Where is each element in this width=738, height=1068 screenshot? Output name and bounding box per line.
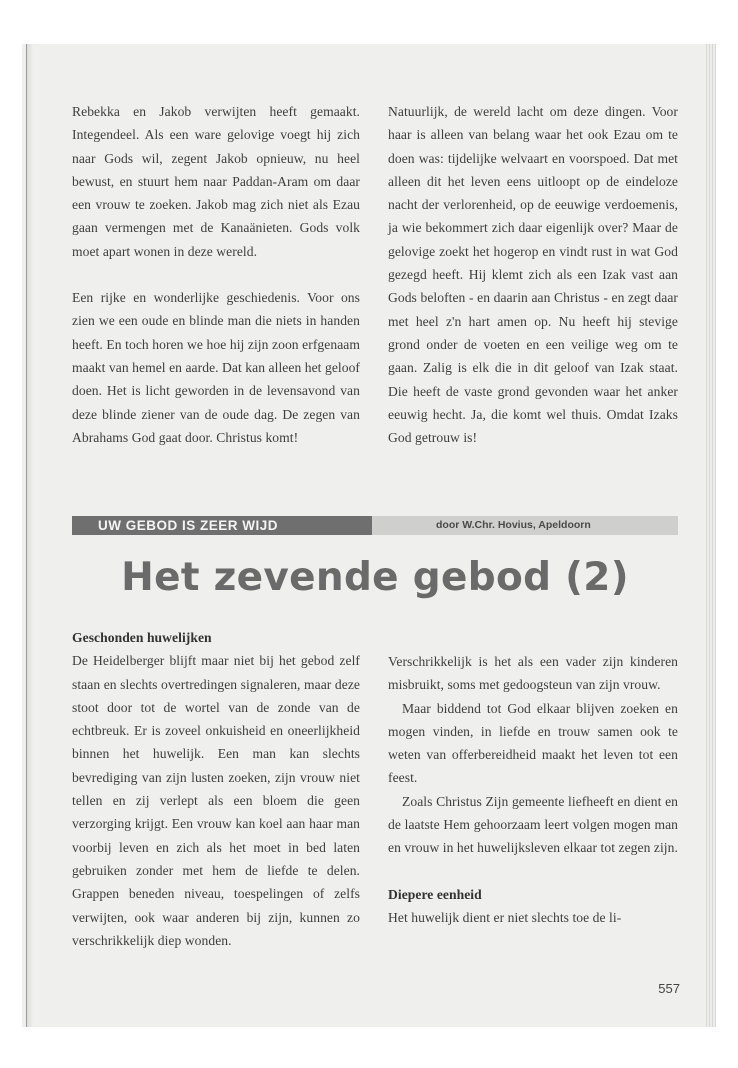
article-title: Het zevende gebod (2): [121, 555, 629, 600]
page-edges: [706, 44, 716, 1027]
article-top-column-1: [72, 100, 360, 449]
author-byline: door W.Chr. Hovius, Apeldoorn: [436, 519, 591, 531]
paragraph: Maar biddend tot God elkaar blijven zoeken en mogen vinden, in liefde en trouw samen ook te weten van offerbereidheid maakt het leven tot een feest.: [388, 700, 678, 786]
binding-spine: [26, 44, 33, 1027]
paragraph: Rebekka en Jakob verwijten heeft gemaakt. Integendeel. Als een ware gelovige voegt hij zich naar Gods wil, zegent Jakob opnieuw, nu heel bewust, en stuurt hem naar Paddan-Aram om daar een vrouw te zoeken. Jakob mag zich niet als Ezau gaan vermengen met de Kanaänieten. Gods volk moet apart wonen in deze wereld.: [72, 104, 360, 259]
paragraph: Verschrikkelijk is het als een vader zijn kinderen misbruikt, soms met gedoogsteun van zijn vrouw.: [388, 654, 678, 693]
subheading: Diepere eenheid: [388, 886, 482, 902]
article-top-column-2: [388, 100, 678, 449]
section-banner: UW GEBOD IS ZEER WIJD: [72, 516, 372, 535]
paragraph: Een rijke en wonderlijke geschiedenis. Voor ons zien we een oude en blinde man die niets in handen heeft. En toch horen we hoe hij zijn zoon erfgenaam maakt van hemel en aarde. Dat kan alleen het geloof doen. Het is licht geworden in de levensavond van deze blinde ziener van de oude dag. De zegen van Abrahams God gaat door. Christus komt!: [72, 290, 360, 445]
subheading: Geschonden huwelijken: [72, 630, 212, 645]
article-main-column-2: [388, 650, 678, 929]
paragraph: Het huwelijk dient er niet slechts toe de li-: [388, 909, 622, 925]
paragraph: De Heidelberger blijft maar niet bij het gebod zelf staan en slechts overtredingen signaleren, maar deze stoot door tot de wortel van de zonde van de echtbreuk. Er is zoveel onkuisheid en oneerlijkheid binnen het huwelijk. Een man kan slechts bevrediging van zijn lusten zoeken, zijn vrouw niet tellen en zij verlept als een bloem die geen verzorging krijgt. Een vrouw kan koel aan haar man voorbij leven en zich als het moet in bed laten gebruiken zonder met hem de liefde te delen. Grappen beneden niveau, toespelingen of zelfs verwijten, ook waar anderen bij zijn, kunnen zo verschrikkelijk diep wonden.: [72, 653, 360, 948]
paragraph: Natuurlijk, de wereld lacht om deze dingen. Voor haar is alleen van belang waar het ook Ezau om te doen was: tijdelijke welvaart en voorspoed. Dat met alleen dit het leven eens uitloopt op de eindeloze nacht der verlorenheid, op de eeuwige verdoemenis, ja wie bekommert zich daar eigenlijk over? Maar de gelovige zoekt het hogerop en vindt rust in wat God gezegd heeft. Hij klemt zich als een Izak vast aan Gods beloften - en daarin aan Christus - en zegt daar met heel z'n hart amen op. Nu heeft hij stevige grond onder de voeten en een veilige weg om te gaan. Zalig is elk die in dit geloof van Izak staat. Die heeft de vaste grond gevonden waar het anker eeuwig hecht. Ja, die komt wel thuis. Omdat Izaks God getrouw is!: [388, 104, 678, 446]
article-main-column-1: [72, 626, 360, 952]
paragraph: Zoals Christus Zijn gemeente liefheeft en dient en de laatste Hem gehoorzaam leert volgen mogen man en vrouw in het huwelijksleven elkaar tot zegen zijn.: [388, 793, 678, 856]
page-number: 557: [658, 981, 680, 996]
